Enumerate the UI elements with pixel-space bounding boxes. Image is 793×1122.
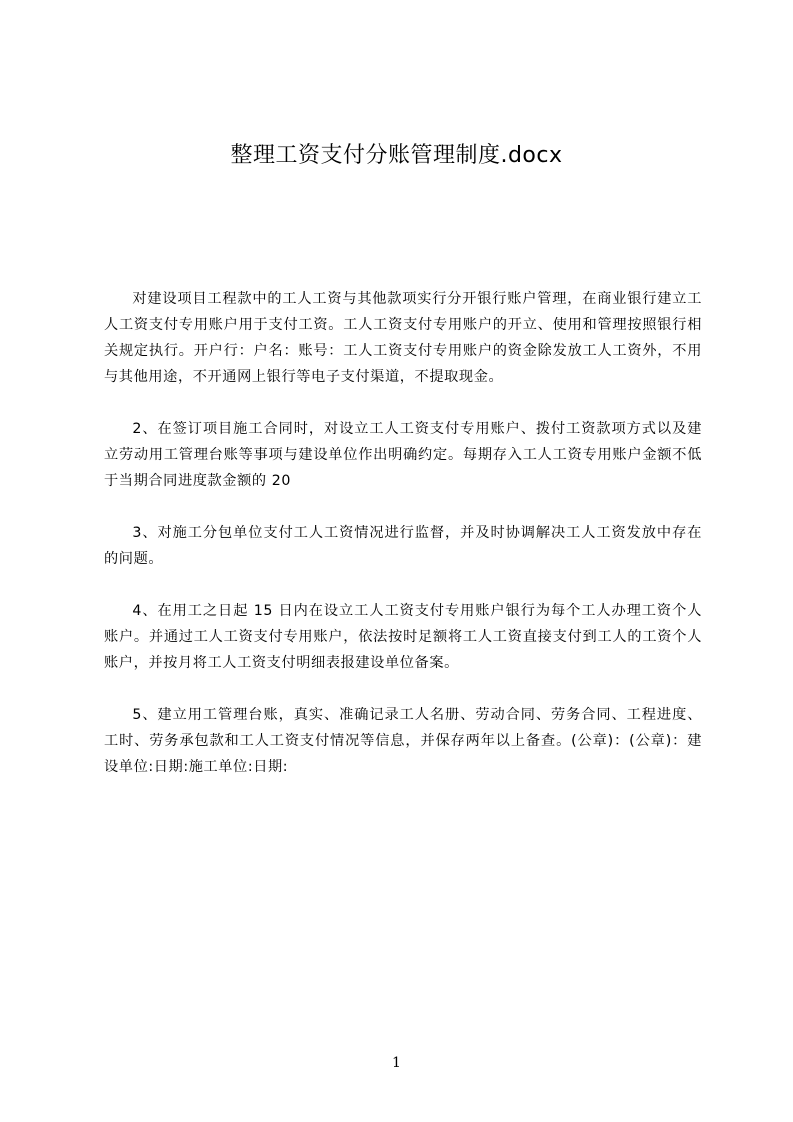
paragraph-item-5: 5、建立用工管理台账，真实、准确记录工人名册、劳动合同、劳务合同、工程进度、工时、劳务承包款和工人工资支付情况等信息，并保存两年以上备查。(公章)：(公章)：建设单位:日期:施工单位:日期: [104,707,702,775]
paragraph-item-3: 3、对施工分包单位支付工人工资情况进行监督，并及时协调解决工人工资发放中存在的问题。 [104,525,702,567]
document-body [104,286,702,780]
paragraph-item-2: 2、在签订项目施工合同时，对设立工人工资支付专用账户、拨付工资款项方式以及建立劳动用工管理台账等事项与建设单位作出明确约定。每期存入工人工资专用账户金额不低于当期合同进度款金额的 20 [104,421,702,489]
document-title: 整理工资支付分账管理制度.docx [230,143,563,168]
paragraph-item-4: 4、在用工之日起 15 日内在设立工人工资支付专用账户银行为每个工人办理工资个人账户。并通过工人工资支付专用账户，依法按时足额将工人工资直接支付到工人的工资个人账户，并按月将工人工资支付明细表报建设单位备案。 [104,603,702,671]
paragraph-intro: 对建设项目工程款中的工人工资与其他款项实行分开银行账户管理，在商业银行建立工人工资支付专用账户用于支付工资。工人工资支付专用账户的开立、使用和管理按照银行相关规定执行。开户行：户名：账号：工人工资支付专用账户的资金除发放工人工资外，不用与其他用途，不开通网上银行等电子支付渠道，不提取现金。 [104,291,702,385]
page-number: 1 [392,1055,401,1071]
